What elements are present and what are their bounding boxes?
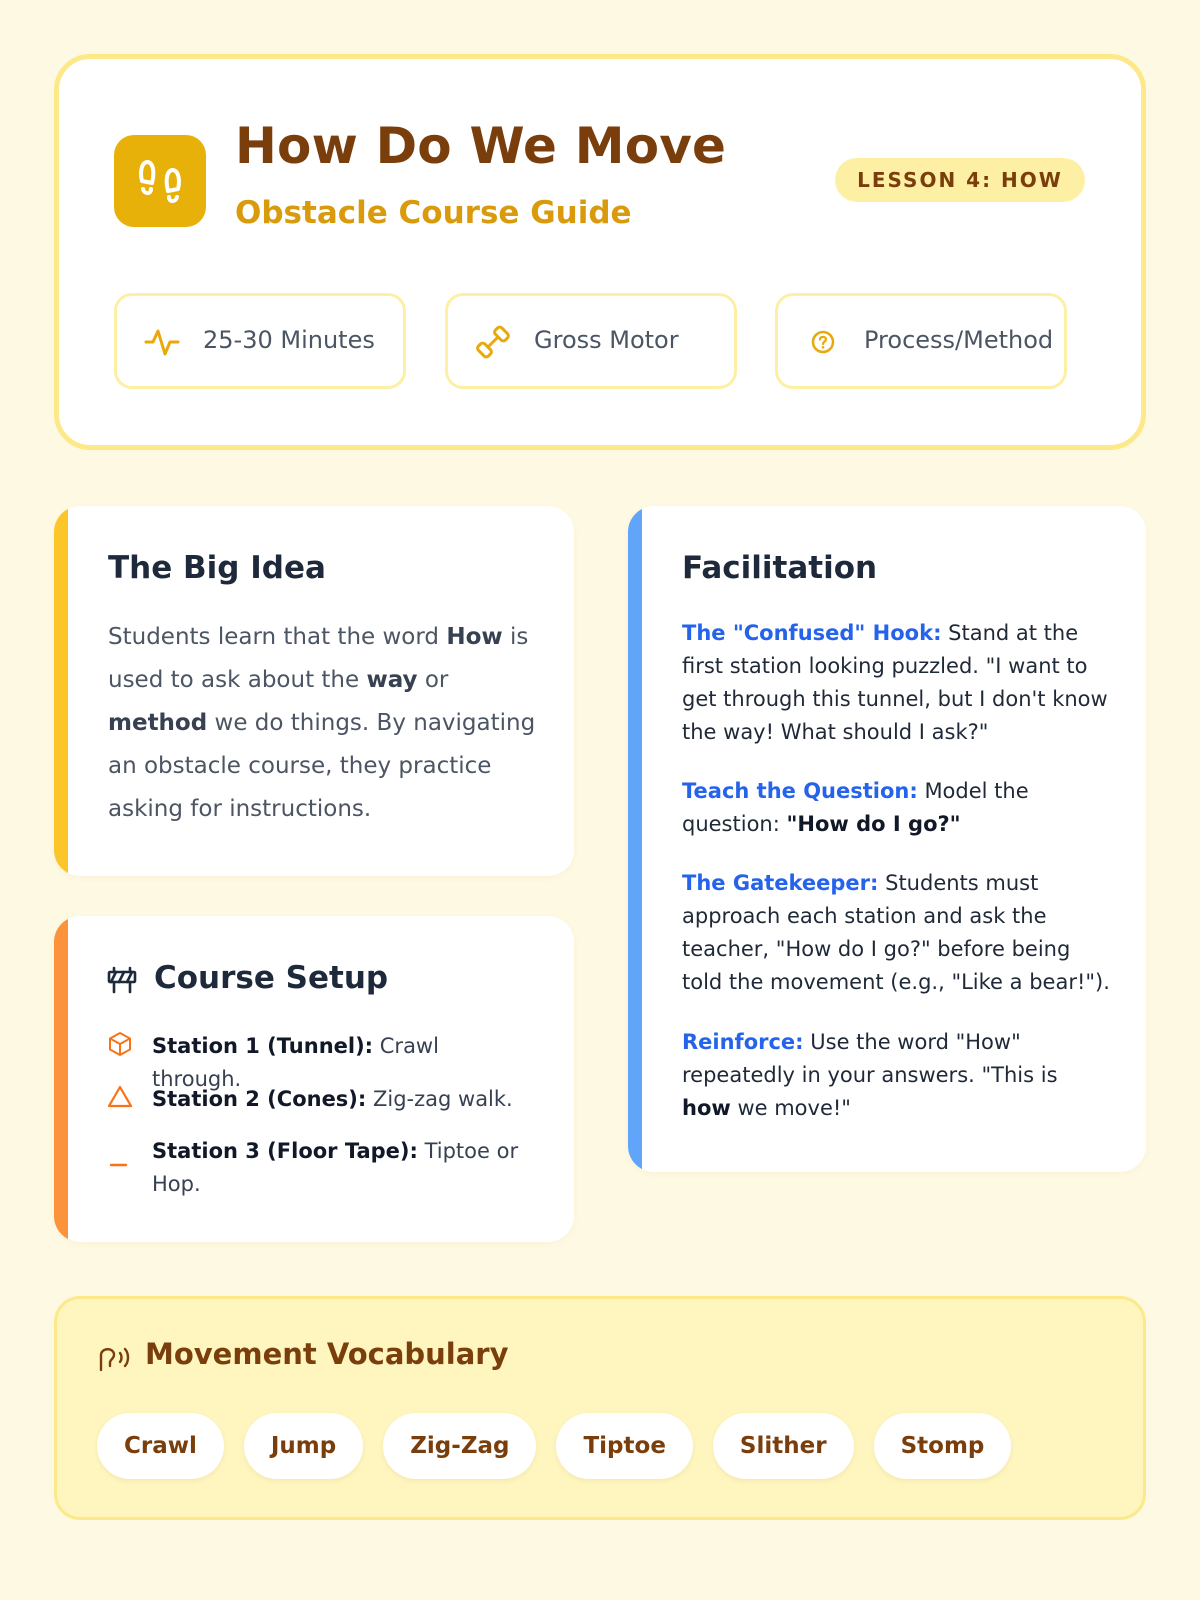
vocabulary-chips	[97, 1413, 1011, 1479]
station-text: Station 3 (Floor Tape): Tiptoe or Hop.	[152, 1139, 519, 1196]
page-subtitle: Obstacle Course Guide	[235, 195, 632, 231]
facilitation-item: Teach the Question: Model the question: "How do I go?"	[682, 779, 1029, 836]
vocab-chip-stomp[interactable]: Stomp	[874, 1413, 1012, 1479]
lesson-badge: LESSON 4: HOW	[835, 158, 1085, 202]
big-idea-text: Students learn that the word How is used to ask about the way or method we do things. By navigating an obstacle course, they practice asking for instructions.	[108, 624, 536, 822]
vocabulary-heading: Movement Vocabulary	[145, 1337, 509, 1371]
question-circle-icon	[804, 323, 842, 361]
meta-duration	[114, 293, 406, 389]
speech-icon	[97, 1343, 131, 1373]
station-text: Station 2 (Cones): Zig-zag walk.	[152, 1087, 513, 1111]
facilitation-stripe	[628, 506, 642, 1172]
vocab-chip-slither[interactable]: Slither	[713, 1413, 854, 1479]
header-card	[54, 54, 1146, 450]
meta-focus-label: Process/Method	[864, 326, 1054, 354]
construction-barrier-icon	[106, 964, 138, 996]
minus-icon	[106, 1151, 134, 1179]
dumbbell-icon	[474, 323, 512, 361]
vocab-chip-crawl[interactable]: Crawl	[97, 1413, 224, 1479]
vocab-chip-zig-zag[interactable]: Zig-Zag	[383, 1413, 536, 1479]
page-title: How Do We Move	[235, 117, 727, 175]
meta-skill	[445, 293, 737, 389]
course-setup-card	[54, 916, 574, 1242]
vocab-chip-tiptoe[interactable]: Tiptoe	[556, 1413, 692, 1479]
triangle-icon	[106, 1083, 134, 1111]
facilitation-card	[628, 506, 1146, 1172]
box-icon	[106, 1030, 134, 1058]
big-idea-card	[54, 506, 574, 876]
meta-focus	[775, 293, 1067, 389]
facilitation-item: The "Confused" Hook: Stand at the first station looking puzzled. "I want to get through this tunnel, but I don't know the way! What should I ask?"	[682, 621, 1108, 744]
big-idea-stripe	[54, 506, 68, 876]
meta-duration-label: 25-30 Minutes	[203, 326, 375, 354]
big-idea-heading: The Big Idea	[108, 550, 326, 586]
facilitation-item: The Gatekeeper: Students must approach each station and ask the teacher, "How do I go?" before being told the movement (e.g., "Like a bear!").	[682, 871, 1110, 994]
activity-pulse-icon	[143, 323, 181, 361]
station-text: Station 1 (Tunnel): Crawl through.	[152, 1034, 439, 1091]
vocabulary-panel	[54, 1296, 1146, 1520]
vocab-chip-jump[interactable]: Jump	[244, 1413, 363, 1479]
facilitation-heading: Facilitation	[682, 550, 878, 586]
facilitation-item: Reinforce: Use the word "How" repeatedly in your answers. "This is how we move!"	[682, 1030, 1058, 1120]
course-setup-stripe	[54, 916, 68, 1242]
meta-skill-label: Gross Motor	[534, 326, 679, 354]
footprints-icon	[114, 135, 206, 227]
course-setup-heading: Course Setup	[154, 960, 389, 996]
